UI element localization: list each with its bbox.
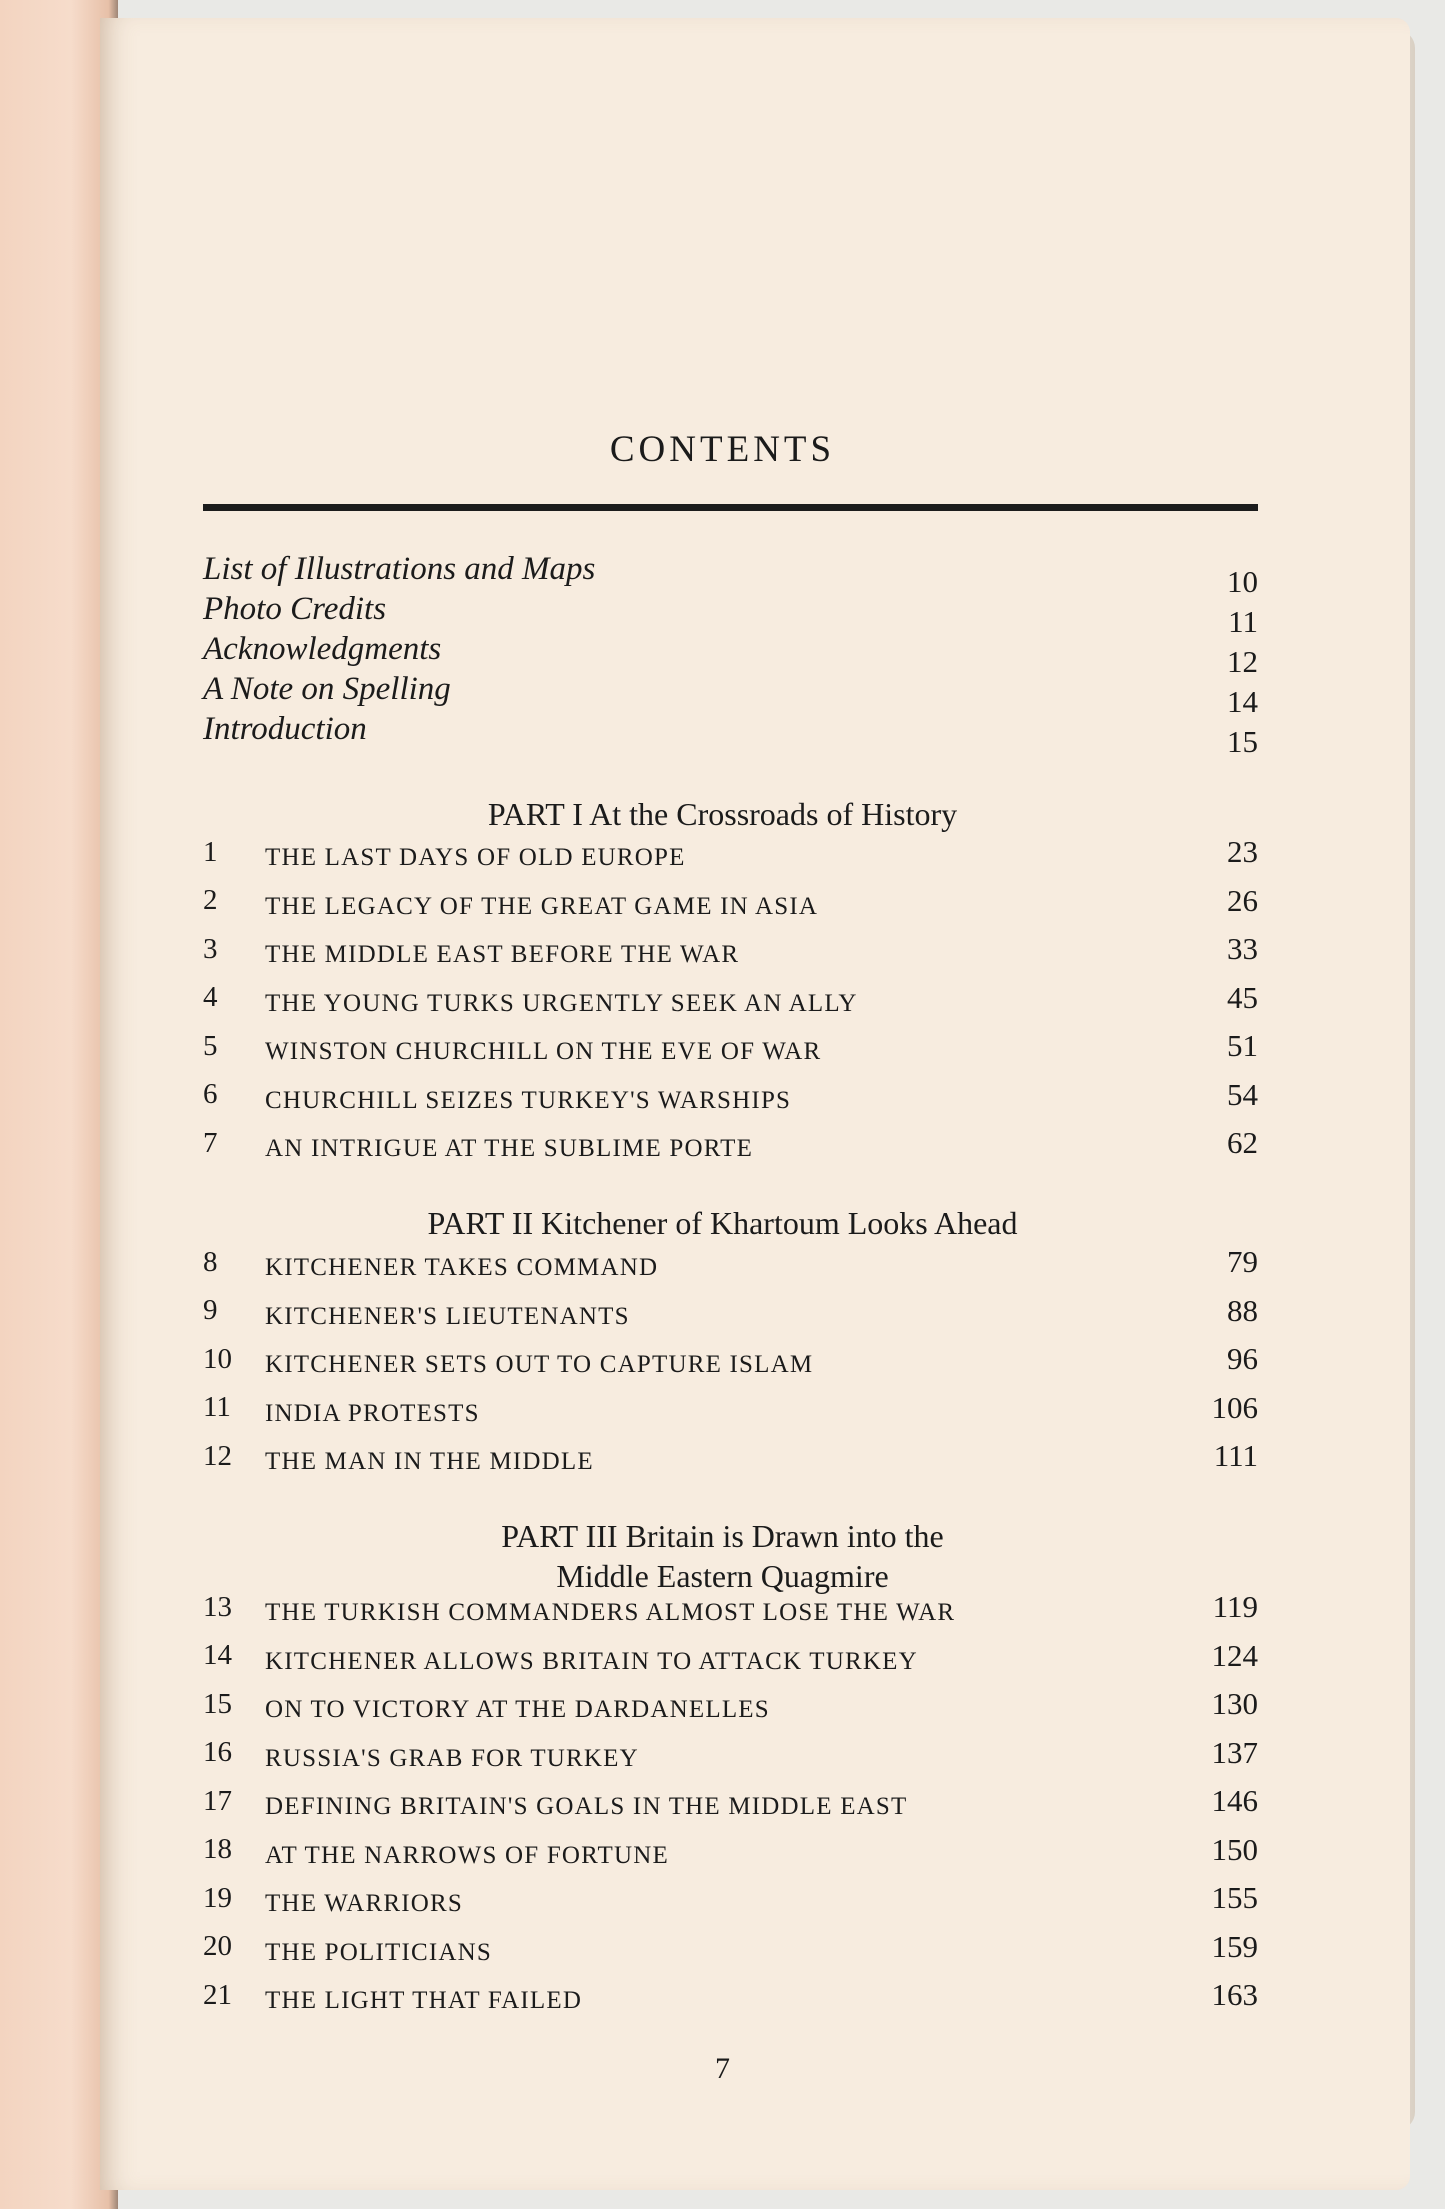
front-matter-entry — [203, 588, 1258, 639]
chapter-page: 96 — [1227, 1341, 1258, 1377]
chapter-page: 62 — [1227, 1125, 1258, 1161]
chapter-row — [203, 1632, 1258, 1681]
chapter-title: INDIA PROTESTS — [265, 1399, 480, 1427]
chapter-row — [203, 1071, 1258, 1120]
part-3-chapters — [203, 1583, 1258, 2020]
chapter-title: CHURCHILL SEIZES TURKEY'S WARSHIPS — [265, 1086, 792, 1114]
chapter-number: 3 — [203, 932, 218, 965]
chapter-row — [203, 1238, 1258, 1287]
chapter-row — [203, 828, 1258, 877]
chapter-page: 54 — [1227, 1076, 1258, 1112]
entry-page: 15 — [1227, 724, 1258, 759]
chapter-title: THE YOUNG TURKS URGENTLY SEEK AN ALLY — [265, 989, 858, 1017]
entry-label: A Note on Spelling — [203, 671, 451, 707]
chapter-title: THE MAN IN THE MIDDLE — [265, 1448, 594, 1476]
title-rule — [203, 504, 1258, 511]
part-heading-line: PART III Britain is Drawn into the — [501, 1518, 944, 1554]
chapter-row — [203, 925, 1258, 974]
contents-title: CONTENTS — [609, 429, 836, 470]
chapter-title: AT THE NARROWS OF FORTUNE — [265, 1841, 669, 1869]
entry-page: 10 — [1227, 564, 1258, 599]
chapter-title: KITCHENER ALLOWS BRITAIN TO ATTACK TURKEY — [265, 1647, 918, 1675]
front-matter-list — [203, 548, 1258, 759]
chapter-row — [203, 1777, 1258, 1826]
chapter-row — [203, 1971, 1258, 2020]
chapter-page: 111 — [1213, 1438, 1258, 1474]
chapter-number: 13 — [203, 1590, 232, 1623]
chapter-title: THE POLITICIANS — [265, 1938, 493, 1966]
chapter-number: 6 — [203, 1078, 218, 1111]
chapter-number: 17 — [203, 1784, 232, 1817]
chapter-number: 2 — [203, 884, 218, 917]
chapter-row — [203, 1826, 1258, 1875]
chapter-page: 26 — [1227, 882, 1258, 918]
chapter-number: 8 — [203, 1245, 218, 1278]
part-heading-line: Middle Eastern Quagmire — [556, 1558, 889, 1594]
chapter-row — [203, 1335, 1258, 1384]
chapter-title: KITCHENER'S LIEUTENANTS — [265, 1302, 630, 1330]
chapter-title: RUSSIA'S GRAB FOR TURKEY — [265, 1744, 639, 1772]
chapter-page: 88 — [1227, 1292, 1258, 1328]
chapter-page: 150 — [1211, 1831, 1258, 1867]
chapter-page: 51 — [1227, 1028, 1258, 1064]
chapter-number: 5 — [203, 1029, 218, 1062]
chapter-title: THE LEGACY OF THE GREAT GAME IN ASIA — [265, 892, 819, 920]
chapter-row — [203, 1287, 1258, 1336]
chapter-title: ON TO VICTORY AT THE DARDANELLES — [265, 1696, 770, 1724]
chapter-row — [203, 1432, 1258, 1481]
chapter-page: 146 — [1211, 1783, 1258, 1819]
chapter-row — [203, 1729, 1258, 1778]
chapter-title: KITCHENER TAKES COMMAND — [265, 1254, 659, 1282]
chapter-page: 130 — [1211, 1686, 1258, 1722]
chapter-number: 10 — [203, 1342, 232, 1375]
chapter-title: WINSTON CHURCHILL ON THE EVE OF WAR — [265, 1038, 822, 1066]
part-heading — [0, 1203, 1445, 1243]
chapter-number: 1 — [203, 835, 218, 868]
chapter-page: 45 — [1227, 979, 1258, 1015]
chapter-number: 9 — [203, 1294, 218, 1327]
page-number: 7 — [715, 2052, 730, 2085]
chapter-page: 119 — [1212, 1589, 1258, 1625]
chapter-number: 16 — [203, 1736, 232, 1769]
chapter-row — [203, 1680, 1258, 1729]
chapter-title: THE LIGHT THAT FAILED — [265, 1987, 583, 2015]
chapter-title: THE TURKISH COMMANDERS ALMOST LOSE THE WAR — [265, 1599, 956, 1627]
chapter-page: 159 — [1211, 1928, 1258, 1964]
chapter-row — [203, 1022, 1258, 1071]
entry-label: Introduction — [203, 711, 367, 747]
entry-page: 11 — [1228, 604, 1258, 639]
chapter-row — [203, 1384, 1258, 1433]
chapter-row — [203, 974, 1258, 1023]
chapter-page: 23 — [1227, 834, 1258, 870]
chapter-number: 19 — [203, 1881, 232, 1914]
chapter-page: 163 — [1211, 1977, 1258, 2013]
chapter-row — [203, 1119, 1258, 1168]
chapter-page: 79 — [1227, 1244, 1258, 1280]
part-heading-line: PART I At the Crossroads of History — [487, 796, 958, 832]
front-matter-entry — [203, 708, 1258, 759]
chapter-title: THE LAST DAYS OF OLD EUROPE — [265, 844, 686, 872]
chapter-number: 14 — [203, 1639, 232, 1672]
part-heading-line: PART II Kitchener of Khartoum Looks Ahead — [427, 1205, 1018, 1241]
entry-page: 14 — [1227, 684, 1258, 719]
part-2-chapters — [203, 1238, 1258, 1481]
chapter-number: 4 — [203, 981, 218, 1014]
entry-label: Photo Credits — [203, 591, 387, 627]
chapter-number: 15 — [203, 1687, 232, 1720]
front-matter-entry — [203, 548, 1258, 599]
chapter-row — [203, 1583, 1258, 1632]
chapter-number: 18 — [203, 1833, 232, 1866]
chapter-page: 33 — [1227, 931, 1258, 967]
chapter-number: 12 — [203, 1439, 232, 1472]
chapter-page: 137 — [1211, 1734, 1258, 1770]
chapter-title: THE WARRIORS — [265, 1890, 463, 1918]
chapter-page: 106 — [1211, 1389, 1258, 1425]
chapter-title: THE MIDDLE EAST BEFORE THE WAR — [265, 941, 740, 969]
chapter-page: 124 — [1211, 1637, 1258, 1673]
chapter-row — [203, 1874, 1258, 1923]
entry-label: List of Illustrations and Maps — [203, 551, 596, 587]
entry-page: 12 — [1227, 644, 1258, 679]
chapter-number: 21 — [203, 1978, 232, 2011]
chapter-row — [203, 1923, 1258, 1972]
chapter-title: KITCHENER SETS OUT TO CAPTURE ISLAM — [265, 1351, 814, 1379]
chapter-number: 11 — [203, 1391, 231, 1424]
chapter-page: 155 — [1211, 1880, 1258, 1916]
entry-label: Acknowledgments — [203, 631, 442, 667]
front-matter-entry — [203, 628, 1258, 679]
chapter-title: AN INTRIGUE AT THE SUBLIME PORTE — [265, 1135, 754, 1163]
part-1-chapters — [203, 828, 1258, 1168]
front-matter-entry — [203, 668, 1258, 719]
chapter-title: DEFINING BRITAIN'S GOALS IN THE MIDDLE EAST — [265, 1793, 908, 1821]
chapter-row — [203, 877, 1258, 926]
chapter-number: 20 — [203, 1930, 232, 1963]
chapter-number: 7 — [203, 1126, 218, 1159]
